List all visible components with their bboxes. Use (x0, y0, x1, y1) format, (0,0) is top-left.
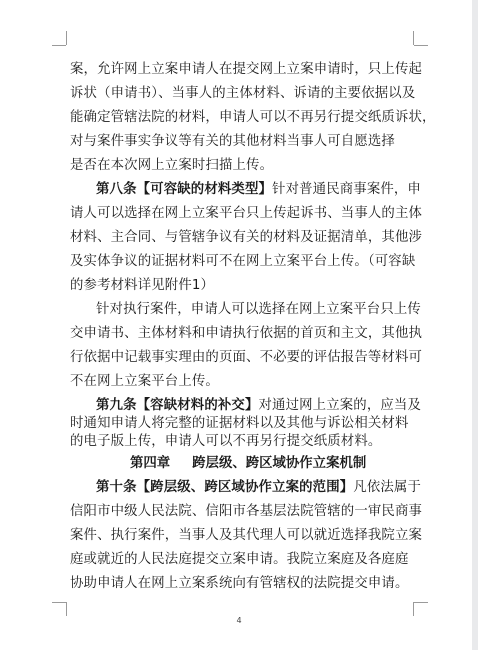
body-line: 是否在本次网上立案时扫描上传。 (70, 158, 274, 173)
article-10-text: 凡依法属于 (353, 480, 421, 495)
page-edge (472, 0, 478, 650)
crop-mark (66, 31, 67, 45)
body-line: 材料、主合同、与管辖争议有关的材料及证据清单，其他涉 (70, 230, 423, 245)
chapter-title: 跨层级、跨区域协作立案机制 (192, 456, 367, 471)
exec-para-first-line: 针对执行案件，申请人可以选择在网上立案平台只上传 (96, 302, 421, 317)
chapter-number: 第四章 (130, 456, 171, 471)
page-number: 4 (236, 616, 242, 625)
chapter-heading (130, 453, 366, 475)
article-10-title: 第十条【跨层级、跨区域协作立案的范围】 (96, 480, 354, 495)
crop-mark (413, 31, 414, 45)
crop-mark (414, 45, 428, 46)
article-8-text: 针对普通民商事案件，申 (272, 182, 421, 197)
body-line: 诉状（申请书）、当事人的主体材料、诉请的主要依据以及 (70, 86, 416, 101)
article-8-title: 第八条【可容缺的材料类型】 (96, 182, 273, 197)
body-line: 对与案件事实争议等有关的其他材料当事人可自愿选择 (70, 134, 395, 149)
crop-mark (66, 602, 67, 616)
body-line: 信阳市中级人民法院、信阳市各基层法院管辖的一审民商事 (70, 504, 423, 519)
article-9-text: 对通过网上立案的，应当及 (258, 398, 421, 413)
body-line: 时通知申请人将完整的证据材料以及其他与诉讼相关材料 (70, 416, 409, 431)
body-line: 的参考材料详见附件1） (70, 278, 215, 293)
article-9-title: 第九条【容缺材料的补交】 (96, 398, 259, 413)
body-line: 不在网上立案平台上传。 (70, 374, 219, 389)
body-line: 庭或就近的人民法庭提交立案申请。我院立案庭及各庭庭 (70, 552, 409, 567)
body-line: 行依据中记载事实理由的页面、不必要的评估报告等材料可 (70, 350, 423, 365)
crop-mark (52, 45, 66, 46)
body-line: 的电子版上传，申请人可以不再另行提交纸质材料。 (70, 434, 382, 449)
crop-mark (413, 602, 414, 616)
article-10-first-line (96, 477, 421, 499)
crop-mark (52, 602, 66, 603)
body-line: 协助申请人在网上立案系统向有管辖权的法院提交申请。 (70, 576, 409, 591)
body-line: 案件、执行案件，当事人及其代理人可以就近选择我院立案 (70, 528, 423, 543)
body-line: 案，允许网上立案申请人在提交网上立案申请时，只上传起 (70, 62, 423, 77)
body-line: 及实体争议的证据材料可不在网上立案平台上传。（可容缺 (70, 254, 416, 269)
crop-mark (414, 602, 428, 603)
article-8-first-line (96, 179, 421, 201)
body-line: 交申请书、主体材料和申请执行依据的首页和主文，其他执 (70, 326, 423, 341)
body-line: 能确定管辖法院的材料，申请人可以不再另行提交纸质诉状， (70, 110, 436, 125)
body-line: 请人可以选择在网上立案平台只上传起诉书、当事人的主体 (70, 206, 423, 221)
